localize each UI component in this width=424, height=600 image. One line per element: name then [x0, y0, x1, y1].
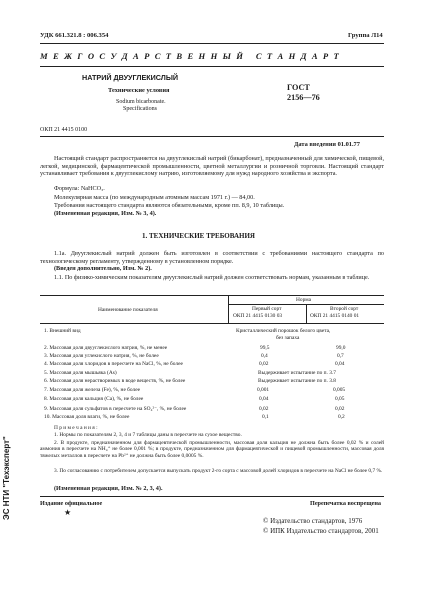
formula-line: Формула: NaHCO₃.	[54, 185, 105, 192]
star-icon: ★	[64, 508, 72, 517]
footer-rule	[40, 496, 384, 497]
table-row: 7. Массовая доля железа (Fe), %, не более	[44, 387, 141, 393]
table-row: 9. Массовая доля сульфатов в пересчете на SO₄²⁻, %, не более	[44, 406, 187, 412]
table-row: 3. Массовая доля углекислого натрия, %, не более	[44, 353, 159, 359]
row-value-merged: Кристаллический порошок белого цвета,	[236, 328, 331, 334]
title-rule	[40, 136, 384, 137]
grade1-okp: ОКП 21 4415 0130 03	[233, 313, 283, 319]
table-header-bottom	[40, 323, 384, 324]
intro-paragraph: Настоящий стандарт распространяется на двууглекислый натрий (бикарбонат), предназначенный для химической, пищевой, легкой, медицинской, фармацевтической промышленности, цветной металлургии и розничной торговли. Настоящий стандарт устанавливает требования к двууглекислому натрию, изготовляемому для нужд народного хозяйства и экспорта.	[40, 155, 384, 177]
table-row: 8. Массовая доля кальция (Ca), %, не более	[44, 396, 144, 402]
note-2: 2. В продукте, предназначенном для фармацевтической промышленности, массовая доля кальция не должна быть более 0,02 % и солей аммония в пересчете на NH₄⁺ не более 0,001 %; в продукте, предназначенном для фармацевтической и пищевой промышленности, массовая доля тяжелых металлов в пересчете на Pb²⁺ не должна быть более 0,0005 %.	[40, 440, 384, 459]
table-row: 2. Массовая доля двууглекислого натрия, %, не менее	[44, 345, 168, 351]
grade2-okp: ОКП 21 4415 0140 01	[310, 313, 360, 319]
row-value-grade1: 0,001	[257, 387, 270, 393]
row-value-grade1: 0,1	[262, 414, 269, 420]
product-title: НАТРИЙ ДВУУГЛЕКИСЛЫЙ	[82, 73, 179, 82]
row-value-grade2: 0,005	[333, 387, 346, 393]
table-row: 4. Массовая доля хлоридов в пересчете на NaCl, %, не более	[44, 361, 183, 367]
title-english-1: Sodium bicarbonate.	[116, 99, 166, 105]
grade1-header: Первый сорт	[252, 306, 282, 312]
table-divider-main	[228, 295, 229, 323]
table-row: 6. Массовая доля нерастворимых в воде веществ, %, не более	[44, 378, 186, 384]
okp-code: ОКП 21 4415 0100	[40, 127, 88, 133]
intro-date: Дата введения 01.01.77	[294, 141, 360, 148]
copyright-2001: © ИПК Издательство стандартов, 2001	[263, 527, 379, 535]
section-heading: 1. ТЕХНИЧЕСКИЕ ТРЕБОВАНИЯ	[142, 232, 255, 240]
product-subtitle: Технические условия	[108, 87, 170, 94]
header-rule	[40, 43, 384, 44]
row-value-grade2: 0,2	[338, 414, 345, 420]
row-value-grade2: 0,02	[335, 406, 345, 412]
clause-1-1a: 1.1а. Двууглекислый натрий должен быть изготовлен в соответствии с требованиями настоящего стандарта по технологическому регламенту, утвержденному в установленном порядке.	[40, 250, 384, 265]
note-1: 1. Нормы по показателям 2, 3, 4 и 7 таблицы даны в пересчете на сухое вещество.	[54, 432, 242, 438]
row-value-grade1: 99,5	[260, 345, 270, 351]
gost-number: 2156—76	[287, 93, 320, 102]
row-value-grade2: 0,7	[337, 353, 344, 359]
title-english-2: Specifications	[123, 106, 157, 112]
gost-label: ГОСТ	[287, 83, 310, 92]
note-3: 3. По согласованию с потребителем допускается выпускать продукт 2-го сорта с массовой долей хлоридов в пересчете на NaCl не более 0,7 %.	[54, 468, 383, 474]
udk-code: УДК 661.321.8 : 006.354	[40, 32, 109, 39]
row-value-grade1: 0,04	[259, 396, 269, 402]
reprint-prohibited-label: Перепечатка воспрещена	[310, 500, 381, 507]
group-code: Группа Л14	[348, 32, 383, 39]
row-name: 1. Внешний вид	[44, 328, 81, 334]
row-value-grade2: 0,05	[335, 396, 345, 402]
row-value-merged: Выдерживает испытание по п. 3.8	[258, 378, 336, 384]
table-row	[44, 328, 230, 334]
molecular-mass-line: Молекулярная масса (по международным атомным массам 1971 г.) — 84,00.	[54, 194, 255, 201]
notes-edition: (Измененная редакция, Изм. № 2, 3, 4).	[54, 485, 163, 492]
row-value-grade1: 0,4	[261, 353, 268, 359]
row-value-grade2: 0,04	[335, 361, 345, 367]
col-norm-header: Норма	[296, 297, 311, 303]
table-top-rule	[40, 295, 384, 296]
row-value-grade1: 0,02	[259, 406, 269, 412]
clause-1-1a-edition: (Введен дополнительно, Изм. № 2).	[54, 265, 152, 272]
table-divider-grade	[306, 304, 307, 323]
row-value-merged: Выдерживает испытание по п. 3.7	[258, 370, 336, 376]
intro-edition-note: (Измененная редакция, Изм. № 3, 4).	[54, 210, 157, 217]
copyright-1976: © Издательство стандартов, 1976	[263, 517, 363, 525]
standard-banner: М Е Ж Г О С У Д А Р С Т В Е Н Н Ы Й С Т А Н Д А Р Т	[40, 51, 341, 61]
notes-heading: П р и м е ч а н и я :	[54, 425, 98, 431]
mandatory-line: Требования настоящего стандарта являются обязательными, кроме пп. 8,9, 10 таблицы.	[54, 202, 285, 209]
side-stamp: ЭС НТИ "Техэксперт"	[2, 436, 11, 520]
table-row: 10. Массовая доля влаги, %, не более	[44, 414, 130, 420]
row-value-merged-cont: без запаха	[276, 335, 300, 341]
official-edition-label: Издание официальное	[40, 500, 103, 507]
row-value-grade1: 0,02	[259, 361, 269, 367]
banner-rule	[40, 66, 384, 67]
clause-1-1: 1.1. По физико-химическим показателям двууглекислый натрий должен соответствовать нормам, указанным в таблице.	[54, 274, 370, 281]
row-value-grade2: 99,0	[336, 345, 346, 351]
col-name-header: Наименование показателя	[98, 307, 158, 313]
grade2-header: Второй сорт	[330, 306, 359, 312]
table-row: 5. Массовая доля мышьяка (As)	[44, 370, 117, 376]
